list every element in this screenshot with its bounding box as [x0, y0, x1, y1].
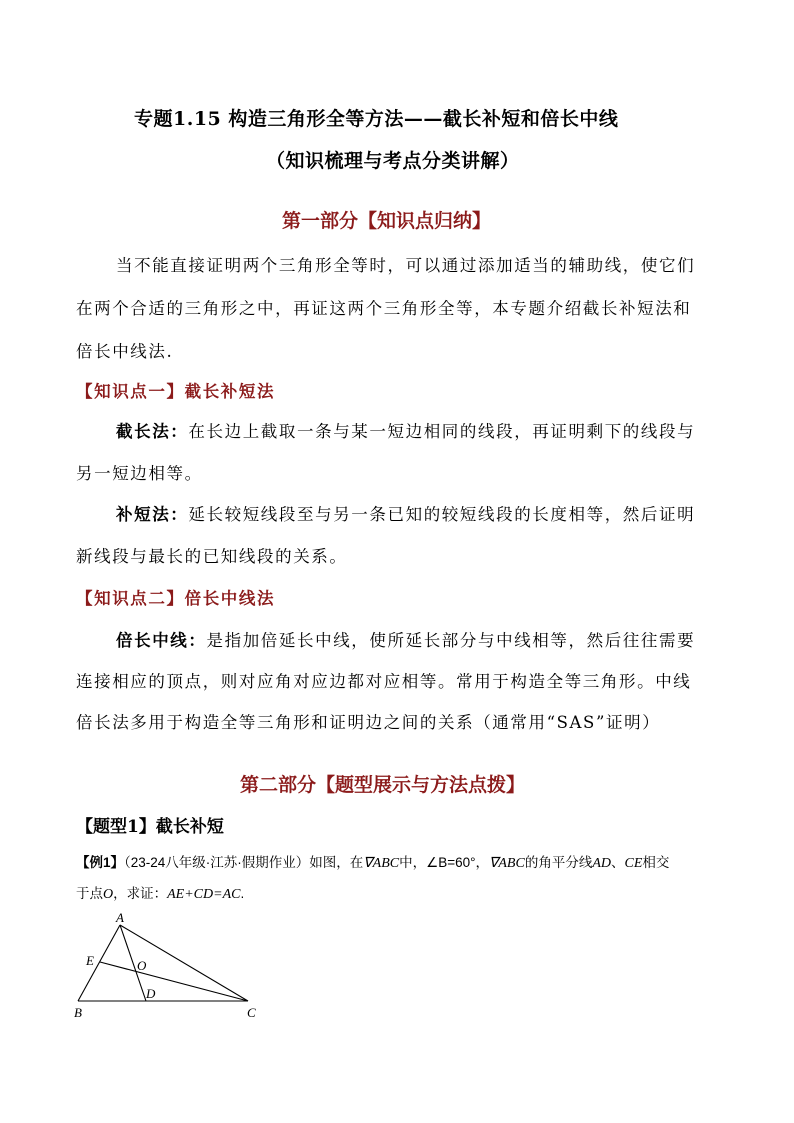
beichang-label: 倍长中线： [116, 631, 207, 650]
beichang-text: 是指加倍延长中线，使所延长部分与中线相等，然后往往需要 [206, 631, 696, 650]
label-e: E [86, 953, 94, 968]
label-c: C [247, 1005, 256, 1020]
bisector-ce [100, 962, 248, 1001]
example1-label: 【例1】 [76, 855, 125, 870]
triangle-figure [70, 912, 270, 1024]
document-subtitle: （知识梳理与考点分类讲解） [266, 150, 520, 172]
side-ab [78, 925, 120, 1001]
beichang-line-1 [116, 627, 695, 651]
label-o: O [137, 958, 147, 973]
part1-heading: 第一部分【知识点归纳】 [282, 210, 492, 232]
label-b: B [74, 1005, 82, 1020]
beichang-line-2: 连接相应的顶点，则对应角对应边都对应相等。常用于构造全等三角形。中线 [76, 672, 692, 691]
intro-line-1: 当不能直接证明两个三角形全等时，可以通过添加适当的辅助线，使它们 [116, 256, 696, 275]
buduan-line-2: 新线段与最长的已知线段的关系。 [76, 547, 348, 566]
buduan-text: 延长较短线段至与另一条已知的较短线段的长度相等，然后证明 [188, 505, 696, 524]
example1-line-1 [76, 851, 669, 872]
example1-text-b: 中， [399, 855, 427, 870]
segment-ad: AD [592, 856, 611, 871]
jiechang-label: 截长法： [116, 422, 189, 441]
equation: AE+CD=AC [167, 887, 241, 902]
part2-heading: 第二部分【题型展示与方法点拨】 [240, 774, 526, 796]
jiechang-text: 在长边上截取一条与某一短边相同的线段，再证明剩下的线段与 [188, 422, 696, 441]
triangle-abc-2: ∇ABC [489, 856, 525, 871]
type1-heading: 【题型1】截长补短 [76, 817, 224, 837]
example1-line-2 [76, 882, 244, 903]
intro-line-3: 倍长中线法. [76, 342, 174, 361]
example1-line2-b: ，求证： [113, 886, 168, 901]
segment-ce: CE [624, 856, 643, 871]
buduan-label: 补短法： [116, 505, 189, 524]
beichang-line-3: 倍长法多用于构造全等三角形和证明边之间的关系（通常用“SAS”证明） [76, 713, 661, 732]
angle-b: ∠B=60° [426, 855, 476, 870]
label-a: A [116, 912, 124, 925]
example1-text-e: 、 [611, 855, 625, 870]
kp1-heading: 【知识点一】截长补短法 [76, 382, 276, 401]
label-d: D [146, 986, 156, 1001]
kp2-heading: 【知识点二】倍长中线法 [76, 589, 276, 608]
example1-text-f: 相交 [642, 855, 670, 870]
example1-text-c: ， [475, 855, 490, 870]
example1-line2-a: 于点 [76, 886, 103, 901]
buduan-line-1 [116, 501, 695, 525]
triangle-abc-1: ∇ABC [363, 856, 400, 871]
example1-text-d: 的角平分线 [524, 855, 593, 870]
example1-source: （23-24八年级·江苏·假期作业） [124, 855, 310, 870]
point-o: O [103, 887, 114, 902]
example1-line2-c: . [240, 886, 245, 901]
document-title: 专题1.15 构造三角形全等方法——截长补短和倍长中线 [134, 108, 619, 130]
jiechang-line-1 [116, 418, 695, 442]
jiechang-line-2: 另一短边相等。 [76, 464, 203, 483]
intro-line-2: 在两个合适的三角形之中，再证这两个三角形全等，本专题介绍截长补短法和 [76, 299, 692, 318]
example1-text-a: 如图，在 [309, 855, 364, 870]
